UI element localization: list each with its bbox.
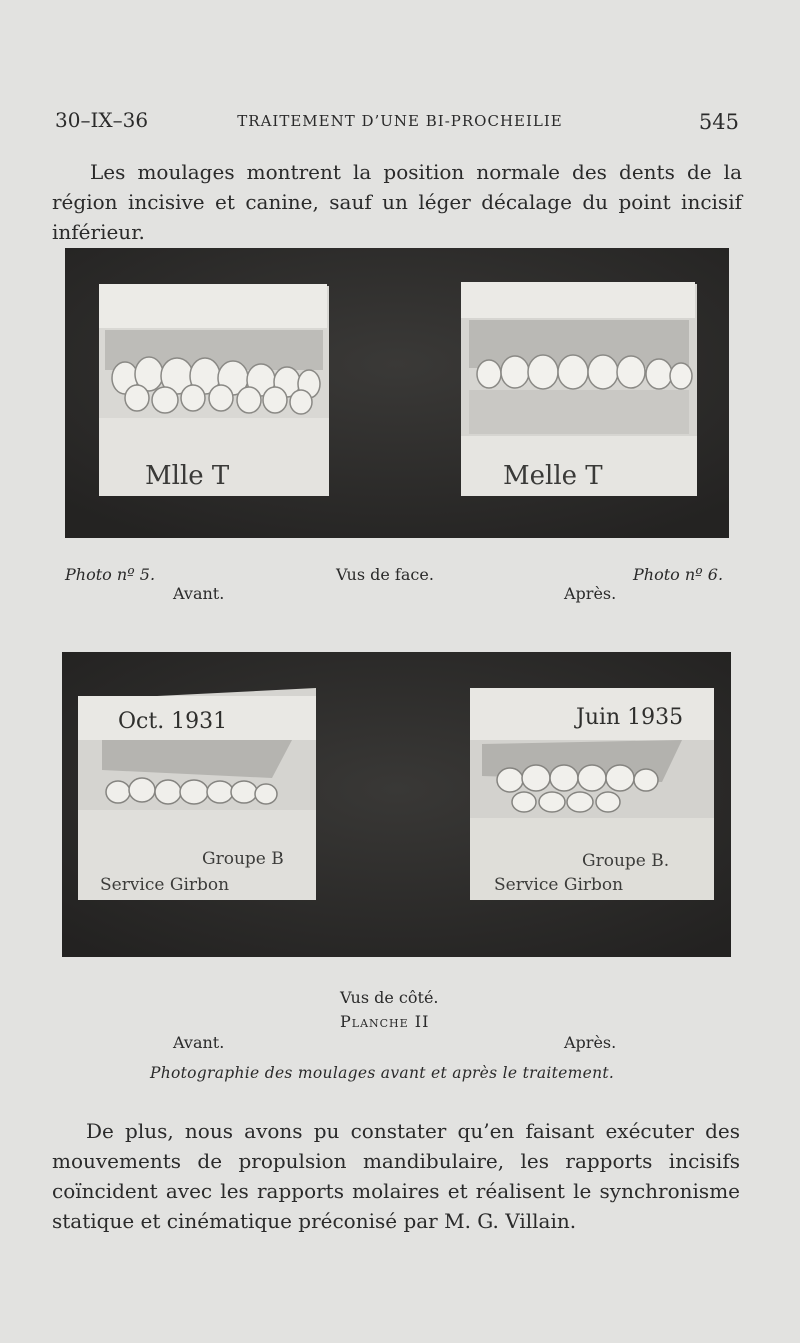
before-side-model (78, 688, 316, 900)
running-header (55, 108, 745, 140)
closing-paragraph: De plus, nous avons pu constater qu’en faisant exécuter des mouvements de propulsion mandibulaire, les rapports incisifs coïncident avec les rapports molaires et réalisent le synchronisme statique et cinématique préconisé par M. G. Villain. (52, 1119, 740, 1233)
header-title: TRAITEMENT D’UNE BI-PROCHEILIE (237, 112, 563, 130)
caption-photo-6: Photo nº 6. (633, 565, 724, 584)
caption-photo-5: Photo nº 5. (65, 565, 156, 584)
before-side-date: Oct. 1931 (118, 709, 228, 734)
before-front-model (99, 284, 329, 496)
page-number: 545 (698, 110, 739, 134)
after-side-group: Groupe B. (582, 851, 670, 871)
before-front-label: Mlle T (145, 461, 230, 491)
after-side-service: Service Girbon (494, 875, 624, 895)
side-view-photo (62, 652, 731, 957)
front-view-photo (65, 248, 729, 538)
plate-label: Planche II (340, 1012, 430, 1031)
after-side-model (470, 688, 714, 900)
after-front-label: Melle T (503, 461, 603, 491)
side-view-plates (62, 652, 731, 957)
after-side-date: Juin 1935 (576, 705, 684, 730)
caption-front-view: Vus de face. (336, 565, 434, 584)
caption-side-view: Vus de côté. (340, 988, 439, 1007)
caption-after-front: Après. (564, 584, 617, 603)
plate-caption: Photographie des moulages avant et après le traitement. (150, 1064, 615, 1082)
caption-before-front: Avant. (173, 584, 225, 603)
header-date: 30–IX–36 (55, 108, 149, 132)
caption-before-side: Avant. (173, 1033, 225, 1052)
after-front-model (461, 282, 697, 496)
front-view-plates (65, 248, 729, 538)
caption-after-side: Après. (564, 1033, 617, 1052)
before-side-service: Service Girbon (100, 875, 230, 895)
intro-paragraph: Les moulages montrent la position normale des dents de la région incisive et canine, sauf un léger décalage du point incisif inférieur. (52, 160, 742, 244)
before-side-group: Groupe B (202, 849, 284, 869)
